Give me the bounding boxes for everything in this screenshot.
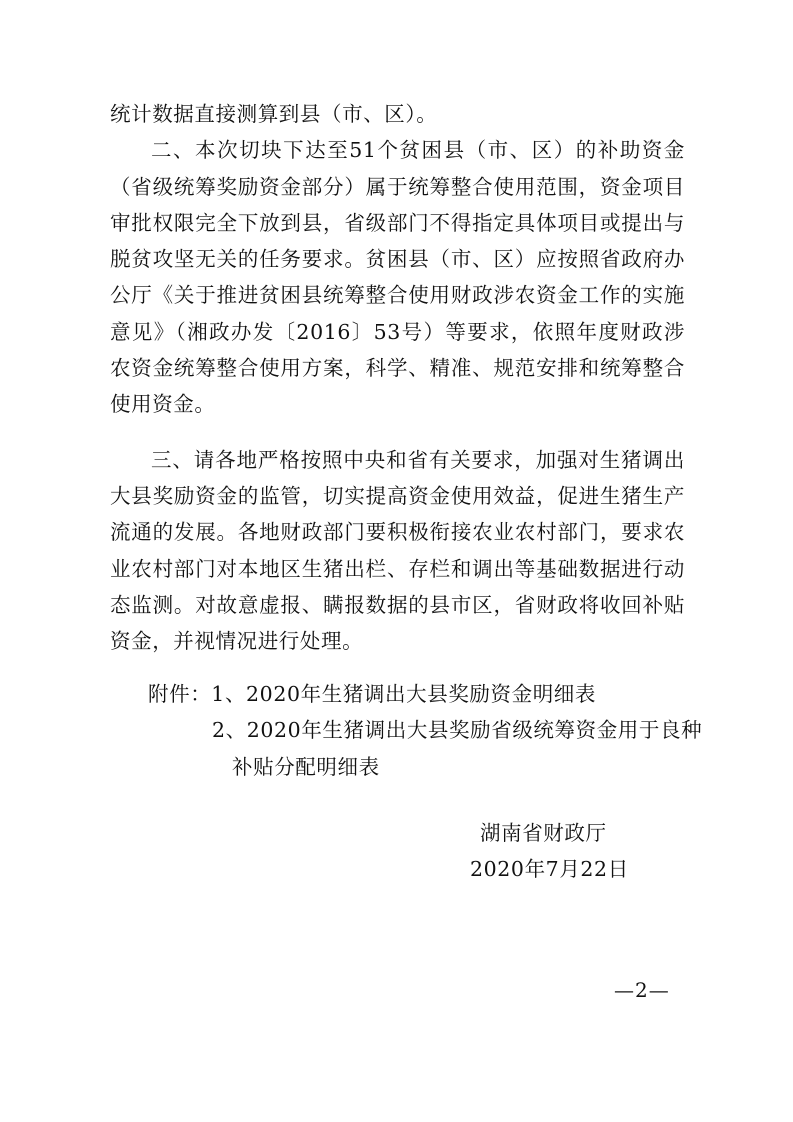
paragraph-section-2: 二、本次切块下达至51个贫困县（市、区）的补助资金（省级统筹奖励资金部分）属于统筹整合使用范围，资金项目审批权限完全下放到县，省级部门不得指定具体项目或提出与脱贫攻坚无关的任务要求。贫困县（市、区）应按照省政府办公厅《关于推进贫困县统筹整合使用财政涉农资金工作的实施意见》（湘政办发〔2016〕53号）等要求，依照年度财政涉农资金统筹整合使用方案，科学、精准、规范安排和统筹整合使用资金。: [110, 138, 685, 417]
issue-date: 2020年7月22日: [470, 857, 629, 882]
document-body: [110, 96, 685, 659]
attachment-item-1: 附件：1、2020年生猪调出大县奖励资金明细表: [148, 682, 597, 706]
issuing-organization: 湖南省财政厅: [480, 821, 607, 845]
page-number: —2—: [614, 978, 670, 1002]
attachment-item-2: 2、2020年生猪调出大县奖励省级统筹资金用于良种: [212, 718, 703, 743]
attachments-list: [148, 676, 708, 785]
signature-block: [470, 815, 710, 888]
paragraph-continuation: 统计数据直接测算到县（市、区）。: [110, 102, 438, 126]
attachment-item-2-continued: 补贴分配明细表: [232, 754, 380, 779]
paragraph-section-3: 三、请各地严格按照中央和省有关要求，加强对生猪调出大县奖励资金的监管，切实提高资金使用效益，促进生猪生产流通的发展。各地财政部门要积极衔接农业农村部门，要求农业农村部门对本地区生猪出栏、存栏和调出等基础数据进行动态监测。对故意虚报、瞒报数据的县市区，省财政将收回补贴资金，并视情况进行处理。: [110, 447, 685, 654]
